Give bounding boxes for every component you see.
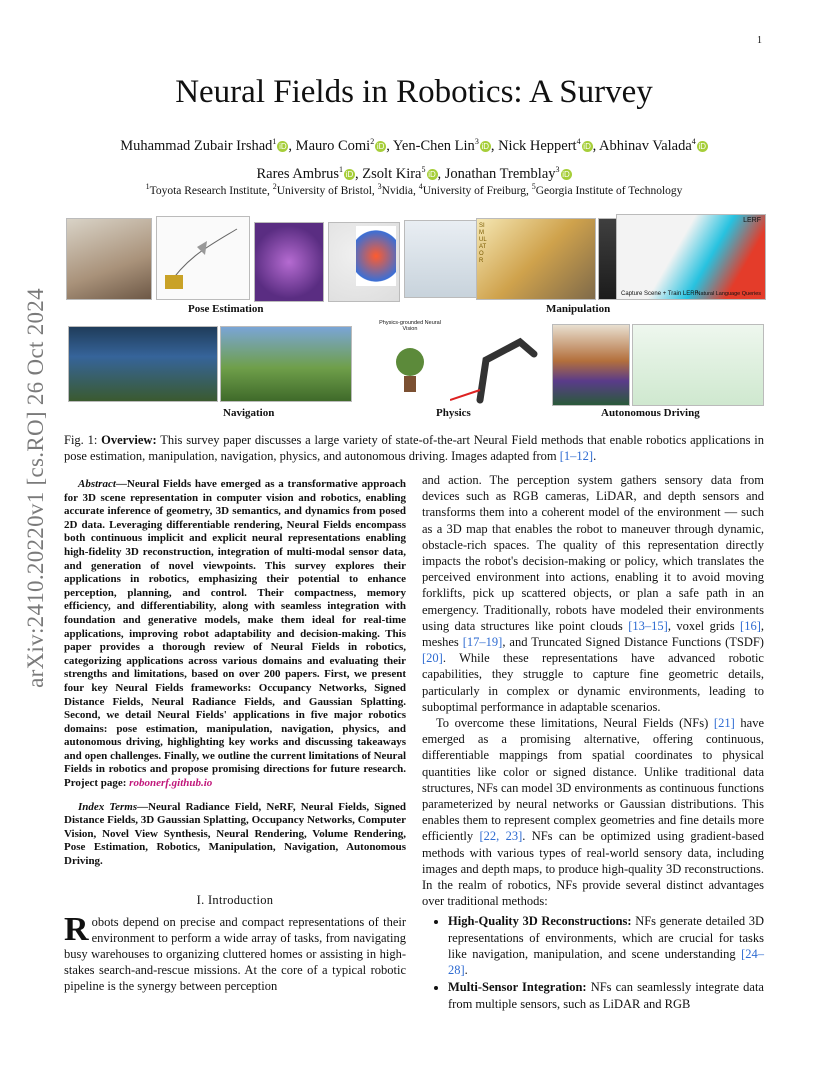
author: Muhammad Zubair Irshad$^1$iD <box>120 137 287 154</box>
pose-room-image <box>66 218 152 300</box>
citation-link[interactable]: [17–19] <box>462 635 503 650</box>
orcid-icon[interactable]: iD <box>698 141 707 151</box>
orcid-icon[interactable]: iD <box>376 141 385 151</box>
citation-link[interactable]: [1–12] <box>559 449 594 463</box>
caption-navigation: Navigation <box>223 407 275 419</box>
plant-icon <box>376 332 444 402</box>
section-heading: I. Introduction <box>196 892 274 907</box>
robot-arm-icon <box>450 320 548 406</box>
intro-paragraph: Robots depend on precise and compact representations of their environment to perform a wide array of tasks, from navigating busy warehouses to organizing cluttered homes or assisting in high-stakes search-and-rescue missions. At the core of a typical robotic pipeline is the synergy between perception <box>64 910 406 994</box>
author-line-1: Muhammad Zubair Irshad$^1$iD , Mauro Comi$^2$iD , Yen-Chen Lin$^3$iD , Nick Heppert$^4$iD , Abhinav Valada$^4$iD <box>120 137 707 154</box>
physics-label: Physics-grounded Neural Vision <box>379 320 441 332</box>
nav-park-image <box>220 326 352 402</box>
figure-caption: Fig. 1: Overview: This survey paper discusses a large variety of state-of-the-art Neural Field methods that enable robotics applications in pose estimation, manipulation, navigation, physics, and autonomous driving. Images adapted from [1–12]. <box>64 433 764 463</box>
author: Rares Ambrus$^1$iD <box>256 164 354 182</box>
list-item: • High-Quality 3D Reconstructions: NFs generate detailed 3D representations of environments, which are crucial for tasks like navigation, manipulation, and scene understanding [24–28]. <box>448 913 764 978</box>
author-line-2: Rares Ambrus$^1$iD , Zsolt Kira$^5$iD , Jonathan Tremblay$^3$iD <box>256 164 570 182</box>
citation-link[interactable]: [13–15] <box>628 618 668 633</box>
simulator-label: SIMULATOR <box>479 223 487 264</box>
affiliations: $^1$Toyota Research Institute, $^2$University of Bristol, $^3$Nvidia, $^4$University of Freiburg, $^5$Georgia Institute of Technology <box>145 182 683 197</box>
dropcap: R <box>64 910 89 948</box>
author: Abhinav Valada$^4$iD <box>599 137 707 154</box>
advantages-list <box>422 913 764 1011</box>
author: Yen-Chen Lin$^3$iD <box>392 137 490 154</box>
orcid-icon[interactable]: iD <box>279 141 287 151</box>
pose-heatmap-image <box>356 226 396 286</box>
right-column <box>422 472 764 1013</box>
right-paragraph-1: and action. The perception system gathers sensory data from devices such as RGB cameras, LiDAR, and depth sensors and transforms them into a coherent model of the environment — such as a 3D map that enables the robot to maneuver through dynamic, obstacle-rich spaces. The quality of this representation directly impacts the robot's decision-making or policy, which translates the perceived environment into actions, enabling it to avoid moving forklifts, pick up scattered objects, or plan a safe path in an emergency. Traditionally, robots have modeled their environments using data structures like point clouds [13–15], voxel grids [16], meshes [17–19], and Truncated Signed Distance Functions (TSDF) [20]. While these representations have advanced robotic capabilities, they struggle to capture fine geometric details, particularly in complex or dynamic environments, leading to suboptimal performance in adaptable scenarios. <box>422 473 764 714</box>
pose-camera-trajectory-image <box>156 216 250 300</box>
page-number: 1 <box>757 35 762 46</box>
driving-3d-image <box>632 324 764 406</box>
lerf-label: LERF <box>743 217 761 224</box>
abstract: Abstract—Neural Fields have emerged as a transformative approach for 3D scene representation in computer vision and robotics, enabling accurate inference of geometry, 3D semantics, and dynamics from posed 2D data. Leveraging differentiable rendering, Neural Fields encompass both continuous implicit and explicit neural representations enabling high-fidelity 3D reconstruction, integration of multi-modal sensor data, and generation of novel viewpoints. This survey explores their applications in robotics, emphasizing their potential to enhance perception, planning, and control. Their compactness, memory efficiency, and differentiability, along with seamless integration with foundation and generative models, make them ideal for real-time applications, improving robot adaptability and decision-making. This paper provides a thorough review of Neural Fields in robotics, categorizing applications across various domains and evaluating their strengths and limitations, based on over 200 papers. First, we present four key Neural Fields frameworks: Occupancy Networks, Signed Distance Fields, Neural Radiance Fields, and Gaussian Splatting. Second, we detail Neural Fields' applications in five major robotics domains: pose estimation, manipulation, navigation, physics, and autonomous driving, highlighting key works and discussing takeaways and open challenges. Finally, we outline the current limitations of Neural Fields in robotics and propose promising directions for future research. Project page: robonerf.github.io <box>64 478 406 790</box>
list-item: • Multi-Sensor Integration: NFs can seamlessly integrate data from multiple sensors, such as LiDAR and RGB <box>448 979 764 1011</box>
arxiv-sidebar <box>22 288 50 688</box>
caption-physics: Physics <box>436 407 471 419</box>
orcid-icon[interactable]: iD <box>583 141 591 151</box>
pose-robot-views-image <box>404 220 480 298</box>
right-paragraph-2: To overcome these limitations, Neural Fields (NFs) [21] have emerged as a promising alternative, offering continuous, differentiable mappings from spatial coordinates to physical quantities like color or signed distance. Unlike traditional data structures, NFs can model 3D environments as continuous functions parameterized by neural networks or Gaussian distributions. This enables them to represent complex geometries and fine details more efficiently [22, 23]. NFs can be optimized using gradient-based methods with various types of real-world sensory data, including images and depth maps, to produce high-quality 3D reconstructions. In the realm of robotics, NFs provide several distinct advantages over traditional methods: <box>422 716 764 909</box>
author: Mauro Comi$^2$iD <box>295 137 385 154</box>
orcid-icon[interactable]: iD <box>481 141 490 151</box>
citation-link[interactable]: [16] <box>740 618 761 633</box>
citation-link[interactable]: [24–28] <box>448 946 764 978</box>
orcid-icon[interactable]: iD <box>428 169 436 179</box>
manip-simulator-image <box>476 218 596 300</box>
driving-scene-image <box>552 324 630 406</box>
physics-robot-image <box>450 320 548 406</box>
manip-lerf-image <box>616 214 766 300</box>
caption-pose-estimation: Pose Estimation <box>188 303 264 315</box>
orcid-icon[interactable]: iD <box>562 169 570 179</box>
pose-dinosaur-image <box>254 222 324 302</box>
index-terms: Index Terms—Neural Radiance Field, NeRF, Neural Fields, Signed Distance Fields, 3D Gaussian Splatting, Occupancy Networks, Computer Vision, Novel View Synthesis, Neural Rendering, Volume Rendering, Pose Estimation, Robotics, Manipulation, Navigation, Autonomous Driving. <box>64 800 406 868</box>
left-column <box>64 478 406 995</box>
arxiv-id: arXiv:2410.20220v1 [cs.RO] 26 Oct 2024 <box>23 288 48 688</box>
author: Zsolt Kira$^5$iD <box>362 164 436 182</box>
figure-overview <box>64 208 764 424</box>
caption-autonomous-driving: Autonomous Driving <box>601 407 700 419</box>
physics-plant-image <box>376 320 444 404</box>
queries-label: Natural Language Queries <box>696 291 761 297</box>
paper-title: Neural Fields in Robotics: A Survey <box>175 74 653 110</box>
citation-link[interactable]: [22, 23] <box>479 829 523 844</box>
citation-link[interactable]: [20] <box>422 651 443 666</box>
citation-link[interactable]: [21] <box>713 716 735 731</box>
orcid-icon[interactable]: iD <box>345 169 354 179</box>
author-list <box>80 130 748 186</box>
nav-semantic-image <box>68 326 218 402</box>
capture-label: Capture Scene + Train LERF <box>621 291 699 297</box>
caption-manipulation: Manipulation <box>546 303 611 315</box>
author: Nick Heppert$^4$iD <box>498 137 591 154</box>
project-page-link[interactable]: robonerf.github.io <box>129 777 213 790</box>
camera-trajectory-icon <box>157 217 249 299</box>
author: Jonathan Tremblay$^3$iD <box>444 164 570 182</box>
